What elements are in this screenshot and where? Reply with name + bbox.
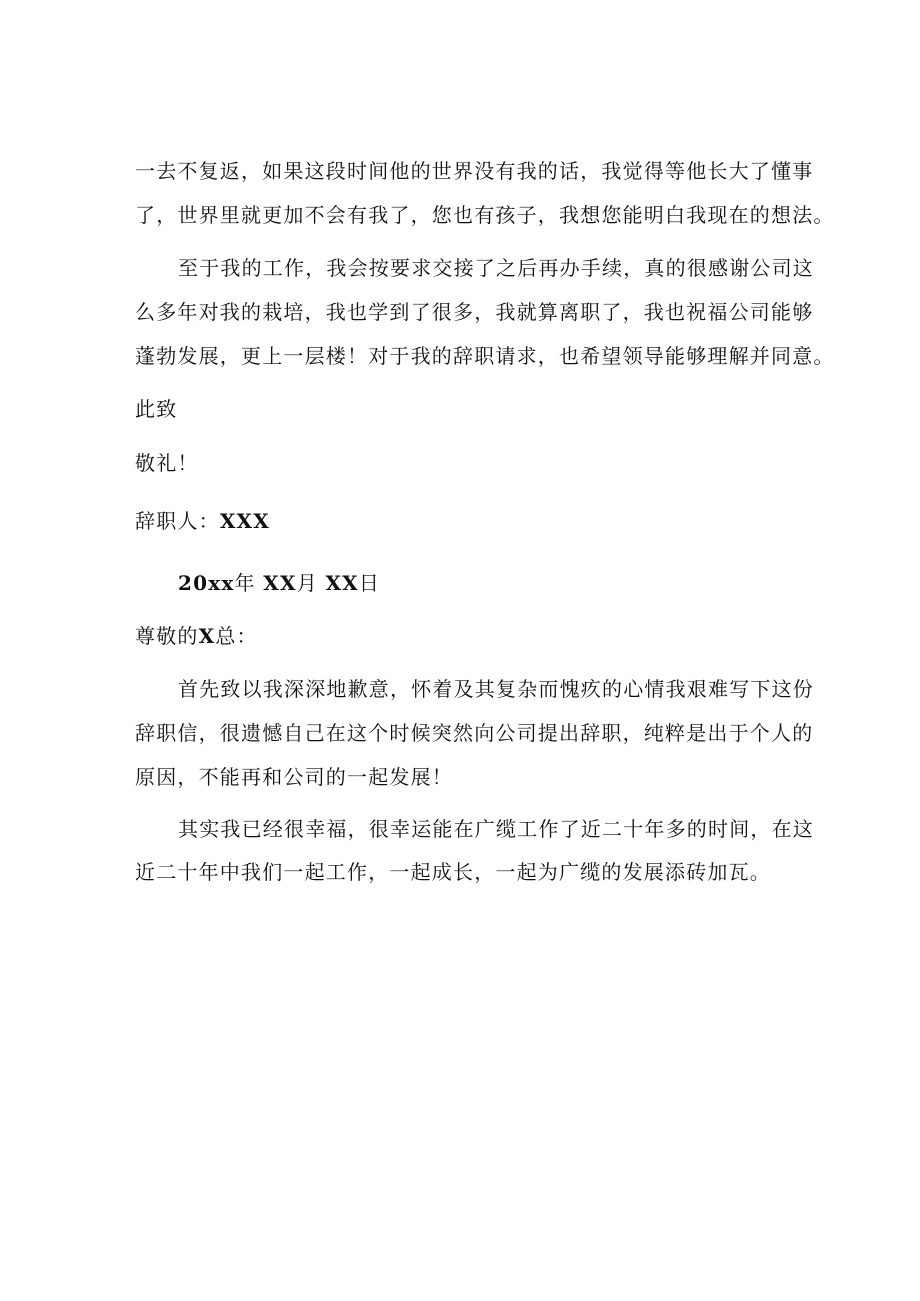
closing-line-2: 敬礼！ <box>135 451 199 475</box>
date-month: XX <box>263 571 297 595</box>
signature-name: XXX <box>219 509 270 533</box>
salutation-suffix: 总： <box>215 624 258 648</box>
signature-line <box>135 509 270 533</box>
paragraph-line: 了，世界里就更加不会有我了，您也有孩子，我想您能明白我现在的想法。 <box>135 203 835 227</box>
signature-label: 辞职人： <box>135 509 220 533</box>
paragraph-line: 蓬勃发展，更上一层楼！对于我的辞职请求，也希望领导能够理解并同意。 <box>135 344 835 368</box>
date-year: 20xx <box>178 571 235 595</box>
salutation-prefix: 尊敬的 <box>135 624 199 648</box>
date-year-unit: 年 <box>234 571 256 595</box>
date-month-unit: 月 <box>296 571 318 595</box>
paragraph-line: 一去不复返，如果这段时间他的世界没有我的话，我觉得等他长大了懂事 <box>135 159 814 183</box>
paragraph-line: 辞职信，很遗憾自己在这个时候突然向公司提出辞职，纯粹是出于个人的 <box>135 721 814 745</box>
paragraph-line: 么多年对我的栽培，我也学到了很多，我就算离职了，我也祝福公司能够 <box>135 300 814 324</box>
paragraph-line: 首先致以我深深地歉意，怀着及其复杂而愧疚的心情我艰难写下这份 <box>178 677 814 701</box>
paragraph-line: 其实我已经很幸福，很幸运能在广缆工作了近二十年多的时间，在这 <box>178 817 814 841</box>
date-day: XX <box>325 571 359 595</box>
paragraph-line: 近二十年中我们一起工作，一起成长，一起为广缆的发展添砖加瓦。 <box>135 860 771 884</box>
salutation-line <box>135 624 258 648</box>
date-day-unit: 日 <box>358 571 381 595</box>
salutation-name: X <box>198 624 216 648</box>
date-line <box>178 571 380 595</box>
paragraph-line: 至于我的工作，我会按要求交接了之后再办手续，真的很感谢公司这 <box>178 256 814 280</box>
paragraph-line: 原因，不能再和公司的一起发展！ <box>135 765 453 789</box>
closing-line-1: 此致 <box>135 397 178 421</box>
